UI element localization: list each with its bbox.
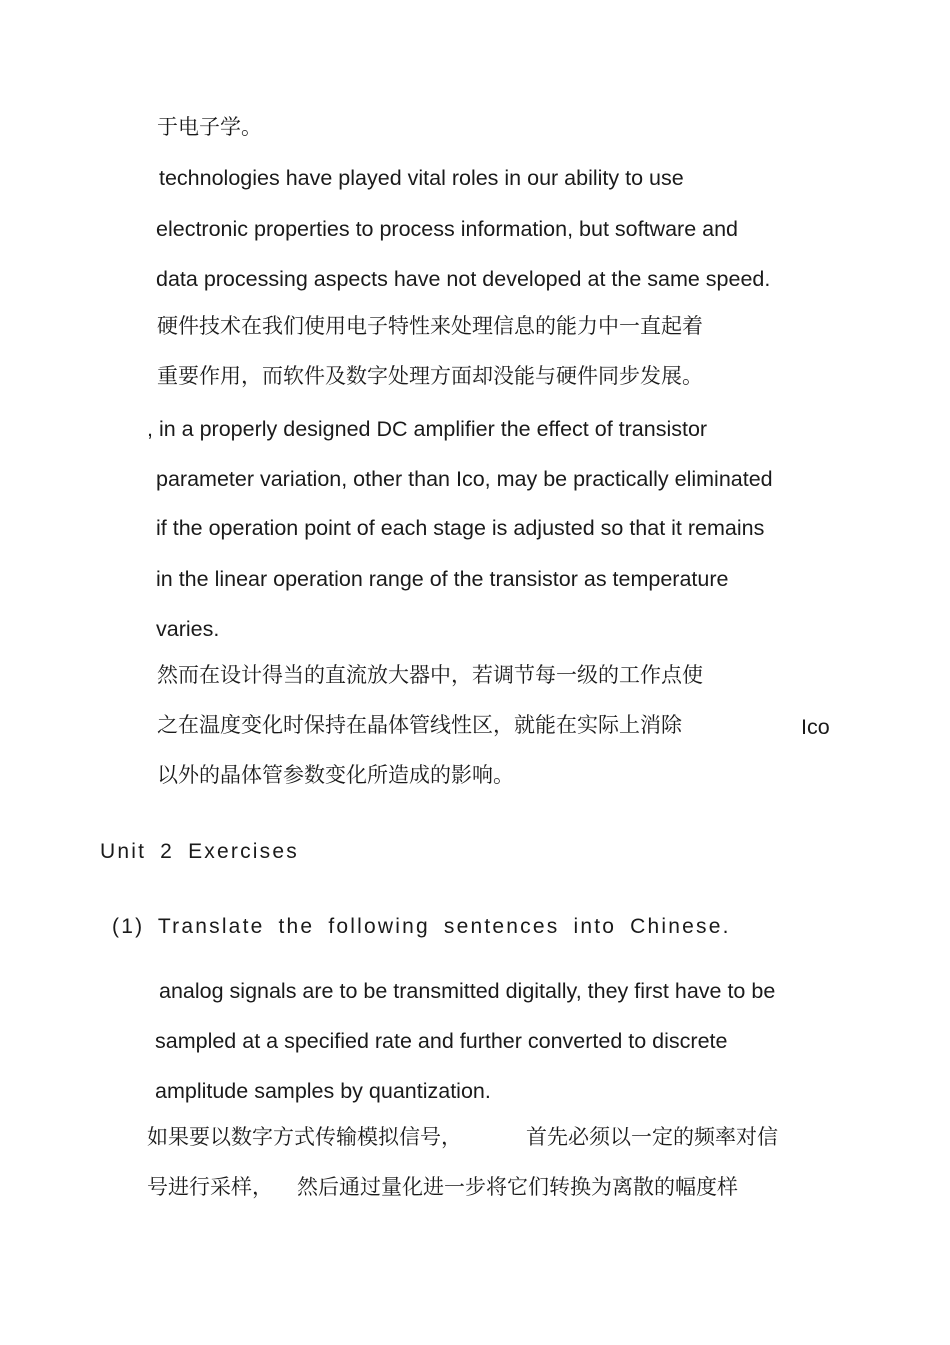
text-line: , in a properly designed DC amplifier the effect of transistor bbox=[147, 417, 708, 441]
text-line: varies. bbox=[156, 617, 220, 641]
text-line: 号进行采样， bbox=[147, 1175, 273, 1199]
text-line: technologies have played vital roles in our ability to use bbox=[159, 166, 684, 190]
text-line: 于电子学。 bbox=[157, 115, 262, 139]
text-line: 之在温度变化时保持在晶体管线性区，就能在实际上消除 bbox=[157, 713, 682, 737]
text-line: sampled at a specified rate and further converted to discrete bbox=[155, 1029, 728, 1053]
text-line: 首先必须以一定的频率对信 bbox=[526, 1125, 778, 1149]
text-line: Ico bbox=[801, 715, 830, 739]
text-line: electronic properties to process information, but software and bbox=[156, 217, 738, 241]
text-line: 然而在设计得当的直流放大器中，若调节每一级的工作点使 bbox=[157, 663, 703, 687]
text-line: 如果要以数字方式传输模拟信号， bbox=[147, 1125, 462, 1149]
section-heading: Unit 2 Exercises bbox=[100, 840, 299, 863]
exercise-heading: (1) Translate the following sentences into Chinese. bbox=[112, 915, 731, 938]
text-line: 重要作用，而软件及数字处理方面却没能与硬件同步发展。 bbox=[157, 364, 703, 388]
text-line: if the operation point of each stage is adjusted so that it remains bbox=[156, 516, 765, 540]
text-line: parameter variation, other than Ico, may be practically eliminated bbox=[156, 467, 773, 491]
text-line: 以外的晶体管参数变化所造成的影响。 bbox=[157, 763, 514, 787]
text-line: analog signals are to be transmitted digitally, they first have to be bbox=[159, 979, 776, 1003]
text-line: in the linear operation range of the transistor as temperature bbox=[156, 567, 729, 591]
text-line: 然后通过量化进一步将它们转换为离散的幅度样 bbox=[297, 1175, 738, 1199]
text-line: 硬件技术在我们使用电子特性来处理信息的能力中一直起着 bbox=[157, 314, 703, 338]
text-line: data processing aspects have not developed at the same speed. bbox=[156, 267, 771, 291]
text-line: amplitude samples by quantization. bbox=[155, 1079, 491, 1103]
